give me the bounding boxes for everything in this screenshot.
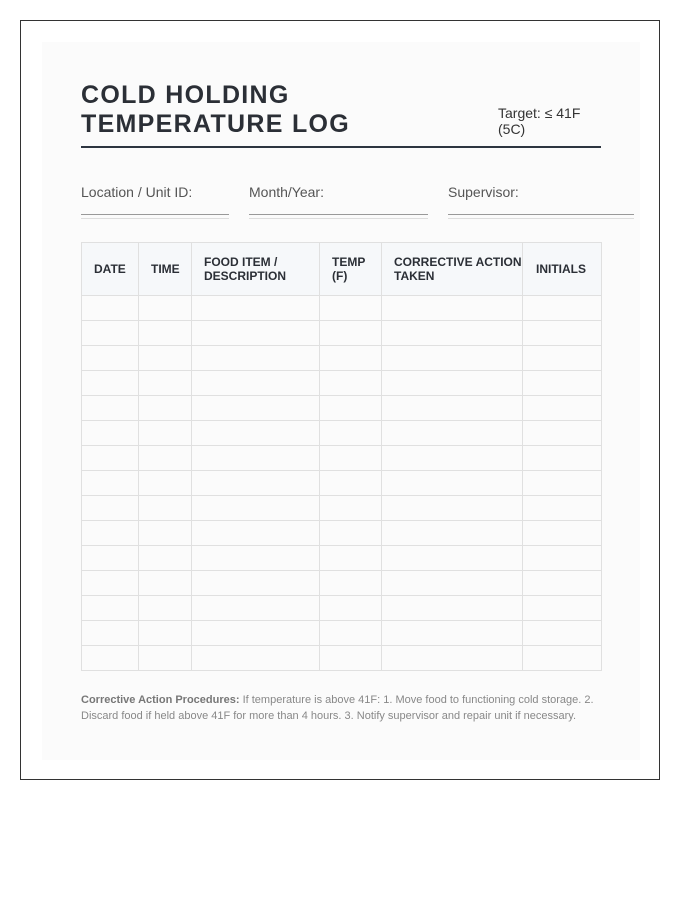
table-cell[interactable] (523, 446, 602, 471)
table-cell[interactable] (192, 471, 320, 496)
table-cell[interactable] (523, 321, 602, 346)
table-cell[interactable] (192, 421, 320, 446)
table-cell[interactable] (192, 521, 320, 546)
table-cell[interactable] (139, 571, 192, 596)
table-cell[interactable] (523, 496, 602, 521)
table-cell[interactable] (139, 621, 192, 646)
table-cell[interactable] (382, 346, 523, 371)
table-row (82, 421, 602, 446)
table-cell[interactable] (320, 421, 382, 446)
table-cell[interactable] (192, 596, 320, 621)
table-cell[interactable] (82, 371, 139, 396)
table-cell[interactable] (382, 621, 523, 646)
table-row (82, 571, 602, 596)
table-row (82, 621, 602, 646)
table-cell[interactable] (82, 646, 139, 671)
table-cell[interactable] (139, 296, 192, 321)
page-title: COLD HOLDING TEMPERATURE LOG (81, 81, 351, 138)
table-cell[interactable] (382, 371, 523, 396)
table-cell[interactable] (382, 471, 523, 496)
table-cell[interactable] (523, 571, 602, 596)
table-cell[interactable] (320, 371, 382, 396)
table-cell[interactable] (192, 371, 320, 396)
table-cell[interactable] (382, 496, 523, 521)
table-row (82, 646, 602, 671)
table-cell[interactable] (139, 646, 192, 671)
table-cell[interactable] (82, 546, 139, 571)
table-cell[interactable] (523, 646, 602, 671)
table-cell[interactable] (82, 296, 139, 321)
table-cell[interactable] (320, 496, 382, 521)
table-cell[interactable] (523, 346, 602, 371)
corrective-action-note (81, 692, 621, 724)
table-cell[interactable] (320, 446, 382, 471)
note-text: If temperature is above 41F: 1. Move food to functioning cold storage. 2. Discard food if held above 41F for more than 4 hours. 3. Notify supervisor and repair unit if necessary. (81, 694, 594, 722)
table-row (82, 471, 602, 496)
table-cell[interactable] (192, 321, 320, 346)
supervisor-label: Supervisor: (448, 184, 519, 200)
table-cell[interactable] (382, 446, 523, 471)
table-cell[interactable] (192, 646, 320, 671)
table-cell[interactable] (139, 321, 192, 346)
table-cell[interactable] (139, 371, 192, 396)
target-temperature: Target: ≤ 41F (5C) (498, 105, 581, 137)
table-row (82, 371, 602, 396)
col-corrective-action: CORRECTIVE ACTION TAKEN (382, 243, 523, 296)
table-cell[interactable] (523, 471, 602, 496)
table-cell[interactable] (523, 371, 602, 396)
table-row (82, 321, 602, 346)
supervisor-field[interactable] (448, 184, 634, 200)
table-cell[interactable] (192, 496, 320, 521)
col-initials: INITIALS (523, 243, 602, 296)
table-cell[interactable] (382, 396, 523, 421)
table-cell[interactable] (320, 571, 382, 596)
table-row (82, 346, 602, 371)
table-cell[interactable] (382, 321, 523, 346)
table-header-row (82, 243, 602, 296)
table-cell[interactable] (192, 621, 320, 646)
table-cell[interactable] (139, 546, 192, 571)
table-cell[interactable] (139, 596, 192, 621)
col-time: TIME (139, 243, 192, 296)
table-cell[interactable] (382, 646, 523, 671)
table-cell[interactable] (523, 521, 602, 546)
table-cell[interactable] (320, 596, 382, 621)
col-temp: TEMP (F) (320, 243, 382, 296)
table-cell[interactable] (523, 421, 602, 446)
table-cell[interactable] (139, 346, 192, 371)
table-row (82, 546, 602, 571)
table-cell[interactable] (82, 446, 139, 471)
table-cell[interactable] (192, 546, 320, 571)
table-cell[interactable] (523, 546, 602, 571)
temperature-log-table (81, 242, 602, 671)
table-cell[interactable] (192, 446, 320, 471)
table-cell[interactable] (320, 346, 382, 371)
table-cell[interactable] (82, 321, 139, 346)
table-cell[interactable] (382, 546, 523, 571)
table-cell[interactable] (382, 296, 523, 321)
table-cell[interactable] (192, 346, 320, 371)
table-row (82, 521, 602, 546)
table-cell[interactable] (523, 396, 602, 421)
table-cell[interactable] (192, 396, 320, 421)
table-cell[interactable] (320, 471, 382, 496)
table-cell[interactable] (82, 396, 139, 421)
table-cell[interactable] (82, 521, 139, 546)
table-cell[interactable] (82, 621, 139, 646)
table-cell[interactable] (382, 596, 523, 621)
supervisor-input-line[interactable] (448, 214, 634, 219)
location-field[interactable] (81, 184, 229, 200)
table-cell[interactable] (82, 496, 139, 521)
table-cell[interactable] (139, 421, 192, 446)
table-row (82, 296, 602, 321)
col-food-item: FOOD ITEM / DESCRIPTION (192, 243, 320, 296)
table-cell[interactable] (320, 646, 382, 671)
table-row (82, 596, 602, 621)
table-row (82, 446, 602, 471)
table-cell[interactable] (192, 296, 320, 321)
table-cell[interactable] (139, 446, 192, 471)
table-cell[interactable] (82, 596, 139, 621)
table-cell[interactable] (382, 521, 523, 546)
table-cell[interactable] (139, 471, 192, 496)
table-cell[interactable] (139, 396, 192, 421)
title-divider (81, 146, 601, 148)
table-cell[interactable] (192, 571, 320, 596)
month-year-label: Month/Year: (249, 184, 324, 200)
table-cell[interactable] (82, 471, 139, 496)
table-cell[interactable] (320, 321, 382, 346)
table-cell[interactable] (82, 571, 139, 596)
table-cell[interactable] (82, 421, 139, 446)
table-cell[interactable] (82, 346, 139, 371)
table-cell[interactable] (523, 621, 602, 646)
table-cell[interactable] (320, 396, 382, 421)
table-cell[interactable] (139, 521, 192, 546)
table-row (82, 496, 602, 521)
table-cell[interactable] (523, 596, 602, 621)
table-cell[interactable] (382, 571, 523, 596)
location-label: Location / Unit ID: (81, 184, 193, 200)
table-cell[interactable] (139, 496, 192, 521)
table-cell[interactable] (523, 296, 602, 321)
table-cell[interactable] (320, 296, 382, 321)
note-label: Corrective Action Procedures: (81, 694, 240, 706)
col-date: DATE (82, 243, 139, 296)
location-input-line[interactable] (81, 214, 229, 219)
table-cell[interactable] (320, 621, 382, 646)
table-cell[interactable] (320, 546, 382, 571)
table-cell[interactable] (320, 521, 382, 546)
month-year-field[interactable] (249, 184, 428, 200)
month-year-input-line[interactable] (249, 214, 428, 219)
table-row (82, 396, 602, 421)
table-cell[interactable] (382, 421, 523, 446)
